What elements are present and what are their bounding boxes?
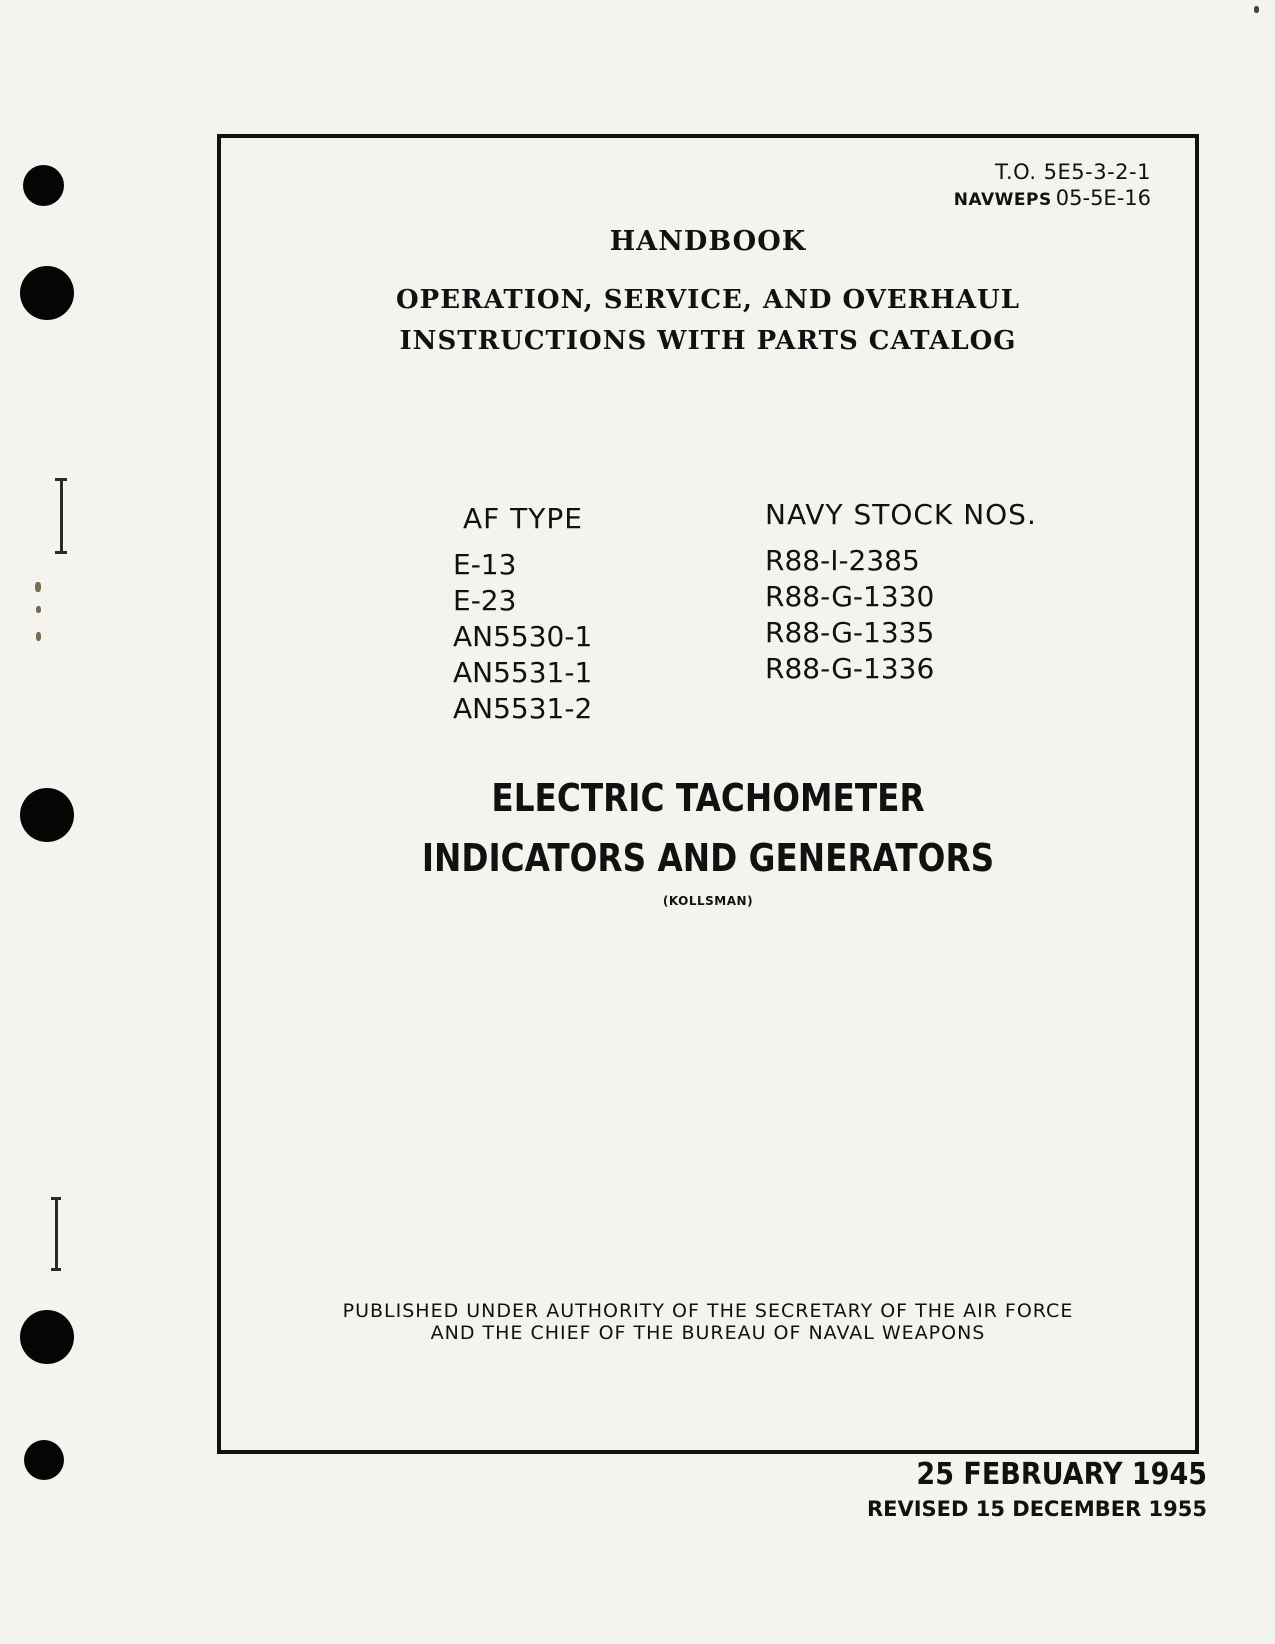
navweps-number: 05-5E-16 <box>1055 186 1151 210</box>
binding-mark-5 <box>51 1197 61 1200</box>
navy-stock-item: R88-G-1336 <box>765 652 935 685</box>
punch-hole-1 <box>23 165 64 206</box>
publication-authority <box>221 1300 1195 1344</box>
navy-stock-column <box>765 498 1037 687</box>
navweps-line <box>954 186 1151 210</box>
af-type-item: E-13 <box>453 548 517 581</box>
subtitle-line-1: OPERATION, SERVICE, AND OVERHAUL <box>396 285 1020 315</box>
revised-date: REVISED 15 DECEMBER 1955 <box>866 1497 1207 1521</box>
af-type-item: AN5531-1 <box>453 656 593 689</box>
navy-stock-item: R88-G-1330 <box>765 580 935 613</box>
publication-dates <box>867 1456 1207 1524</box>
punch-hole-2 <box>20 266 74 320</box>
af-type-heading: AF TYPE <box>463 502 583 535</box>
paper-speck-3 <box>36 632 41 641</box>
navy-stock-heading: NAVY STOCK NOS. <box>765 498 1037 531</box>
paper-speck-2 <box>36 606 41 613</box>
af-type-column <box>453 502 592 727</box>
authority-line-1: PUBLISHED UNDER AUTHORITY OF THE SECRETARY OF THE AIR FORCE <box>342 1300 1074 1322</box>
main-title-line-2: INDICATORS AND GENERATORS <box>421 836 995 880</box>
paper-speck-1 <box>35 582 41 592</box>
authority-line-2: AND THE CHIEF OF THE BUREAU OF NAVAL WEAPONS <box>430 1322 986 1344</box>
binding-mark-6 <box>51 1268 61 1271</box>
binding-mark-3 <box>55 551 67 554</box>
technical-order-number <box>954 160 1151 210</box>
main-title <box>289 768 1127 888</box>
navy-stock-item: R88-G-1335 <box>765 616 935 649</box>
original-date: 25 FEBRUARY 1945 <box>916 1457 1207 1492</box>
af-type-item: E-23 <box>453 584 517 617</box>
binding-mark-4 <box>55 1197 58 1271</box>
punch-hole-5 <box>24 1440 64 1480</box>
binding-mark-1 <box>60 478 63 554</box>
punch-hole-4 <box>20 1310 74 1364</box>
paper-speck-4 <box>1254 6 1259 13</box>
navweps-prefix: NAVWEPS <box>953 190 1052 210</box>
page-frame <box>217 134 1199 1454</box>
binding-mark-2 <box>55 478 67 481</box>
handbook-heading: HANDBOOK <box>609 226 807 257</box>
subtitle-line-2: INSTRUCTIONS WITH PARTS CATALOG <box>399 326 1017 356</box>
manufacturer-name: (KOLLSMAN) <box>662 894 754 908</box>
af-type-item: AN5530-1 <box>453 620 593 653</box>
punch-hole-3 <box>20 788 74 842</box>
main-title-line-1: ELECTRIC TACHOMETER <box>491 776 925 820</box>
subtitle <box>221 280 1195 362</box>
af-type-item: AN5531-2 <box>453 692 593 725</box>
navy-stock-item: R88-I-2385 <box>765 544 920 577</box>
to-number-line: T.O. 5E5-3-2-1 <box>995 160 1151 184</box>
